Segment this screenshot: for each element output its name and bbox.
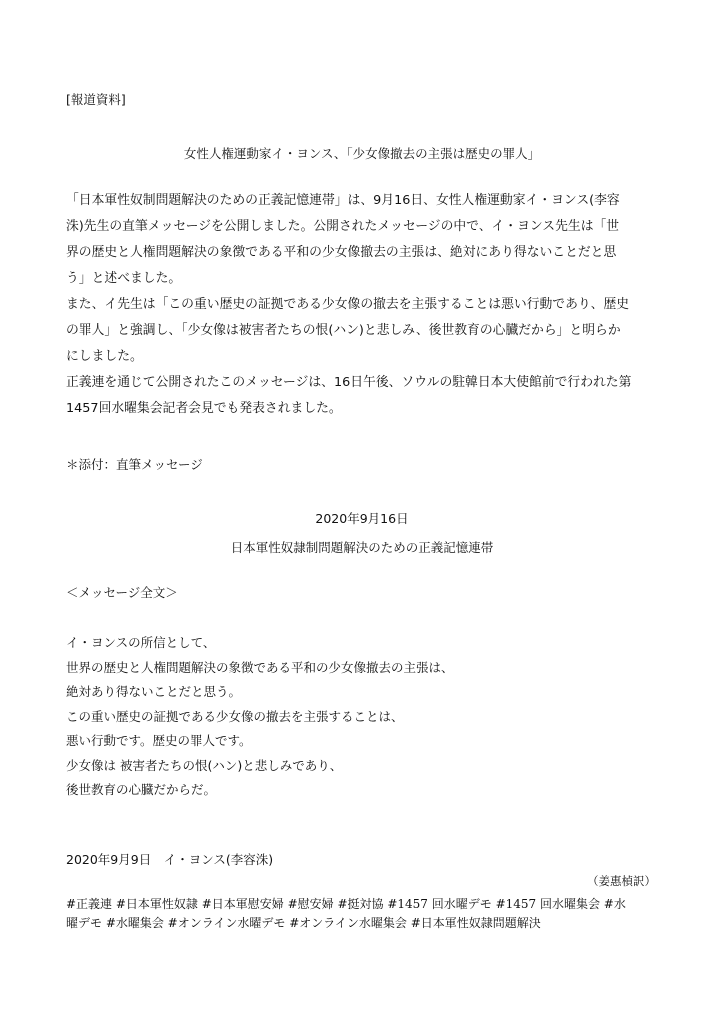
message-line: この重い歴史の証拠である少女像の撤去を主張することは、 (66, 708, 404, 724)
body-line: 洙)先生の直筆メッセージを公開しました。公開されたメッセージの中で、イ・ヨンス先生は「世 (66, 219, 620, 234)
body-line: う」と述べました。 (66, 271, 182, 286)
message-line: 悪い行動です。歴史の罪人です。 (66, 733, 252, 748)
organization-name: 日本軍性奴隷制問題解決のための正義記憶連帯 (230, 540, 494, 555)
body-line: 「日本軍性奴制問題解決のための正義記憶連帯」は、9月16日、女性人権運動家イ・ヨンス(李容 (66, 193, 620, 208)
signature: 2020年9月9日 イ・ヨンス(李容洙) (66, 852, 274, 867)
body-paragraph (66, 188, 666, 422)
message-line: イ・ヨンスの所信として、 (66, 635, 216, 650)
hashtag-list (66, 895, 666, 933)
message-heading: ＜メッセージ全文＞ (66, 585, 178, 600)
release-date: 2020年9月16日 (315, 511, 409, 526)
body-line: 界の歴史と人権問題解決の象徴である平和の少女像撤去の主張は、絶対にあり得ないことだと思 (66, 245, 617, 260)
hashtag-line: #正義連 #日本軍性奴隷 #日本軍慰安婦 #慰安婦 #挺対協 #1457 回水曜デモ #1457 回水曜集会 #水 (66, 897, 626, 911)
body-line: また、イ先生は「この重い歴史の証拠である少女像の撤去を主張することは悪い行動であり、歴史 (66, 297, 630, 312)
body-line: 1457回水曜集会記者会見でも発表されました。 (66, 401, 342, 416)
message-line: 後世教育の心臓だからだ。 (66, 782, 217, 797)
body-line: にしました。 (66, 349, 143, 364)
body-line: 正義連を通じて公開されたこのメッセージは、16日午後、ソウルの駐韓日本大使館前で行われた第 (66, 375, 632, 390)
headline: 女性人権運動家イ・ヨンス、「少女像撤去の主張は歴史の罪人」 (183, 146, 541, 161)
press-release-label: [報道資料] (66, 92, 126, 107)
translator-credit: （姜惠楨訳） (587, 874, 656, 888)
attachment-note: ＊添付：直筆メッセージ (66, 457, 203, 472)
message-line: 少女像は 被害者たちの恨(ハン)と悲しみであり、 (66, 757, 343, 773)
message-line: 絶対あり得ないことだと思う。 (66, 684, 242, 699)
message-body (66, 631, 666, 803)
message-line: 世界の歴史と人権問題解決の象徴である平和の少女像撤去の主張は、 (66, 659, 454, 675)
hashtag-line: 曜デモ #水曜集会 #オンライン水曜デモ #オンライン水曜集会 #日本軍性奴隷問題解決 (66, 916, 541, 930)
body-line: の罪人」と強調し、「少女像は被害者たちの恨(ハン)と悲しみ、後世教育の心臓だから」と明らか (66, 323, 621, 338)
